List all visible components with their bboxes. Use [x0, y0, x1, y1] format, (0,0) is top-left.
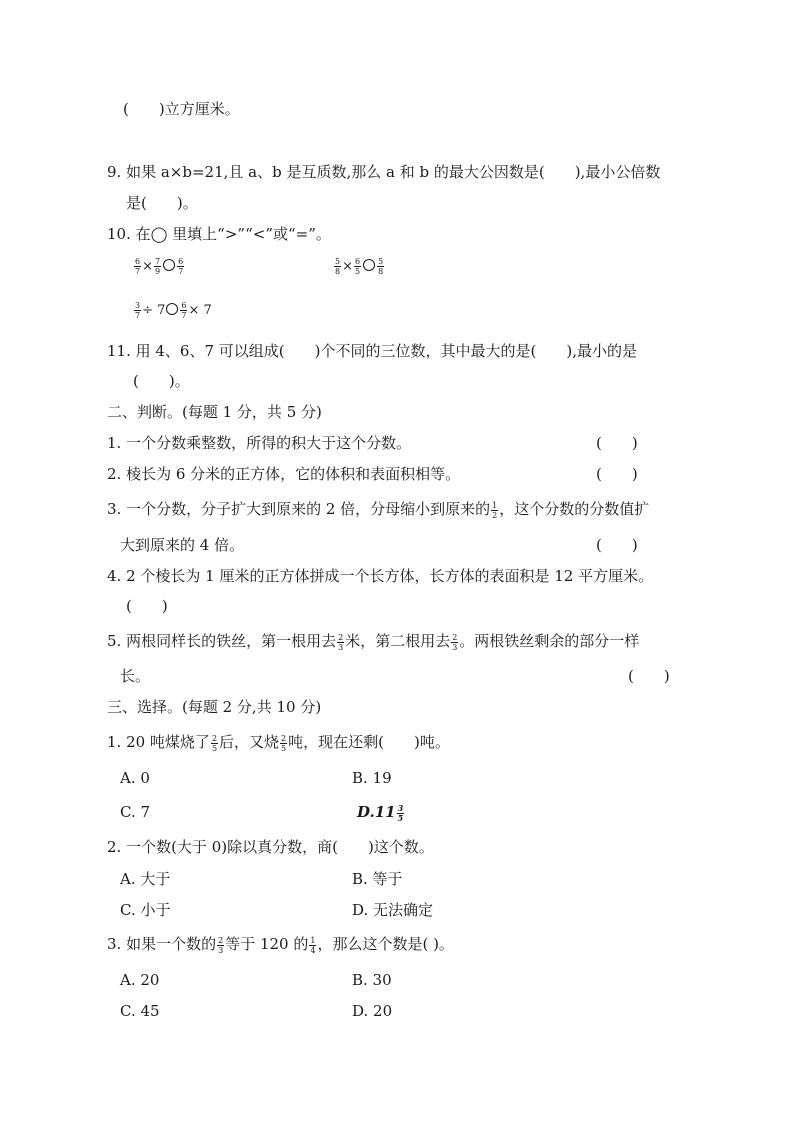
fraction: $\frac{6}{7}$: [178, 257, 184, 276]
fraction: $\frac{2}{5}$: [211, 733, 218, 753]
fraction: $\frac{3}{5}$: [397, 802, 404, 823]
choice-q2-option-a[interactable]: A. 大于: [120, 870, 171, 888]
fraction: $\frac{1}{4}$: [310, 935, 316, 955]
answer-circle[interactable]: [163, 259, 175, 271]
judge-item-5-line2: 长。: [120, 667, 151, 685]
choice-q3-option-c[interactable]: C. 45: [120, 1002, 160, 1020]
q10-expr-1: $\frac{6}{7}$ × $\frac{7}{9}$ $\frac{6}{7}$: [135, 257, 184, 276]
q10-expr-3: $\frac{3}{7}$ ÷ 7 $\frac{6}{7}$ × 7: [135, 301, 212, 320]
judge-blank-4[interactable]: ( ): [126, 597, 168, 615]
judge-item-4: 4. 2 个棱长为 1 厘米的正方体拼成一个长方体，长方体的表面积是 12 平方厘米。: [107, 567, 654, 585]
q9-line2: 是( )。: [126, 194, 198, 212]
fraction: $\frac{2}{5}$: [281, 733, 287, 753]
judge-blank-3[interactable]: ( ): [596, 536, 638, 554]
answer-circle[interactable]: [166, 303, 178, 315]
fraction: $\frac{7}{9}$: [155, 257, 161, 276]
choice-q3-option-d[interactable]: D. 20: [352, 1002, 393, 1020]
choice-q1: 1. 20 吨煤烧了 $\frac{2}{5}$ 后，又烧 $\frac{2}{5}$ 吨，现在还剩( )吨。: [107, 733, 450, 753]
fraction: $\frac{2}{3}$: [338, 632, 344, 652]
judge-item-3-line2: 大到原来的 4 倍。: [120, 536, 245, 554]
judge-blank-1[interactable]: ( ): [596, 434, 638, 452]
fraction: $\frac{5}{8}$: [335, 257, 341, 276]
fraction: $\frac{6}{5}$: [355, 257, 361, 276]
choice-q1-option-b[interactable]: B. 19: [352, 769, 392, 787]
fraction: $\frac{6}{7}$: [135, 257, 141, 276]
q10-prompt: 10. 在◯ 里填上“>”“<”或“=”。: [107, 225, 331, 243]
judge-item-5-line1: 5. 两根同样长的铁丝，第一根用去 $\frac{2}{3}$ 米，第二根用去 $\frac{2}{3}$ 。两根铁丝剩余的部分一样: [107, 632, 640, 652]
choice-q1-option-c[interactable]: C. 7: [120, 803, 151, 821]
choice-q3: 3. 如果一个数的 $\frac{2}{3}$ 等于 120 的 $\frac{1}{4}$ ，那么这个数是( )。: [107, 935, 454, 955]
judge-blank-2[interactable]: ( ): [596, 465, 638, 483]
choice-q1-option-a[interactable]: A. 0: [120, 769, 150, 787]
choice-q2-option-b[interactable]: B. 等于: [352, 870, 403, 888]
q10-expr-2: $\frac{5}{8}$ × $\frac{6}{5}$ $\frac{5}{8}$: [335, 257, 384, 276]
fraction: $\frac{1}{2}$: [492, 500, 498, 520]
choice-q2: 2. 一个数(大于 0)除以真分数，商( )这个数。: [107, 838, 434, 856]
choice-q3-option-a[interactable]: A. 20: [120, 971, 160, 989]
q8-tail: ( )立方厘米。: [123, 100, 240, 118]
judge-blank-5[interactable]: ( ): [628, 667, 670, 685]
choice-q3-option-b[interactable]: B. 30: [352, 971, 392, 989]
choice-q2-option-d[interactable]: D. 无法确定: [352, 901, 434, 919]
q9-line1: 9. 如果 a×b=21,且 a、b 是互质数,那么 a 和 b 的最大公因数是( ),最小公倍数: [107, 163, 661, 181]
q11-line2: ( )。: [133, 372, 190, 390]
choice-q2-option-c[interactable]: C. 小于: [120, 901, 171, 919]
section3-title: 三、选择。(每题 2 分,共 10 分): [107, 698, 322, 716]
fraction: $\frac{5}{8}$: [378, 257, 384, 276]
choice-q1-option-d[interactable]: D.11 $\frac{3}{5}$: [357, 802, 404, 823]
fraction: $\frac{2}{3}$: [218, 935, 224, 955]
fraction: $\frac{2}{3}$: [452, 632, 458, 652]
answer-circle[interactable]: [363, 259, 375, 271]
judge-item-3-line1: 3. 一个分数，分子扩大到原来的 2 倍，分母缩小到原来的 $\frac{1}{2}$ ，这个分数的分数值扩: [107, 500, 650, 520]
fraction: $\frac{3}{7}$: [135, 301, 141, 320]
section2-title: 二、判断。(每题 1 分，共 5 分): [107, 403, 322, 421]
judge-item-2: 2. 棱长为 6 分米的正方体，它的体积和表面积相等。: [107, 465, 461, 483]
fraction: $\frac{6}{7}$: [181, 301, 187, 320]
judge-item-1: 1. 一个分数乘整数，所得的积大于这个分数。: [107, 434, 412, 452]
q11-line1: 11. 用 4、6、7 可以组成( )个不同的三位数，其中最大的是( ),最小的是: [107, 342, 637, 360]
